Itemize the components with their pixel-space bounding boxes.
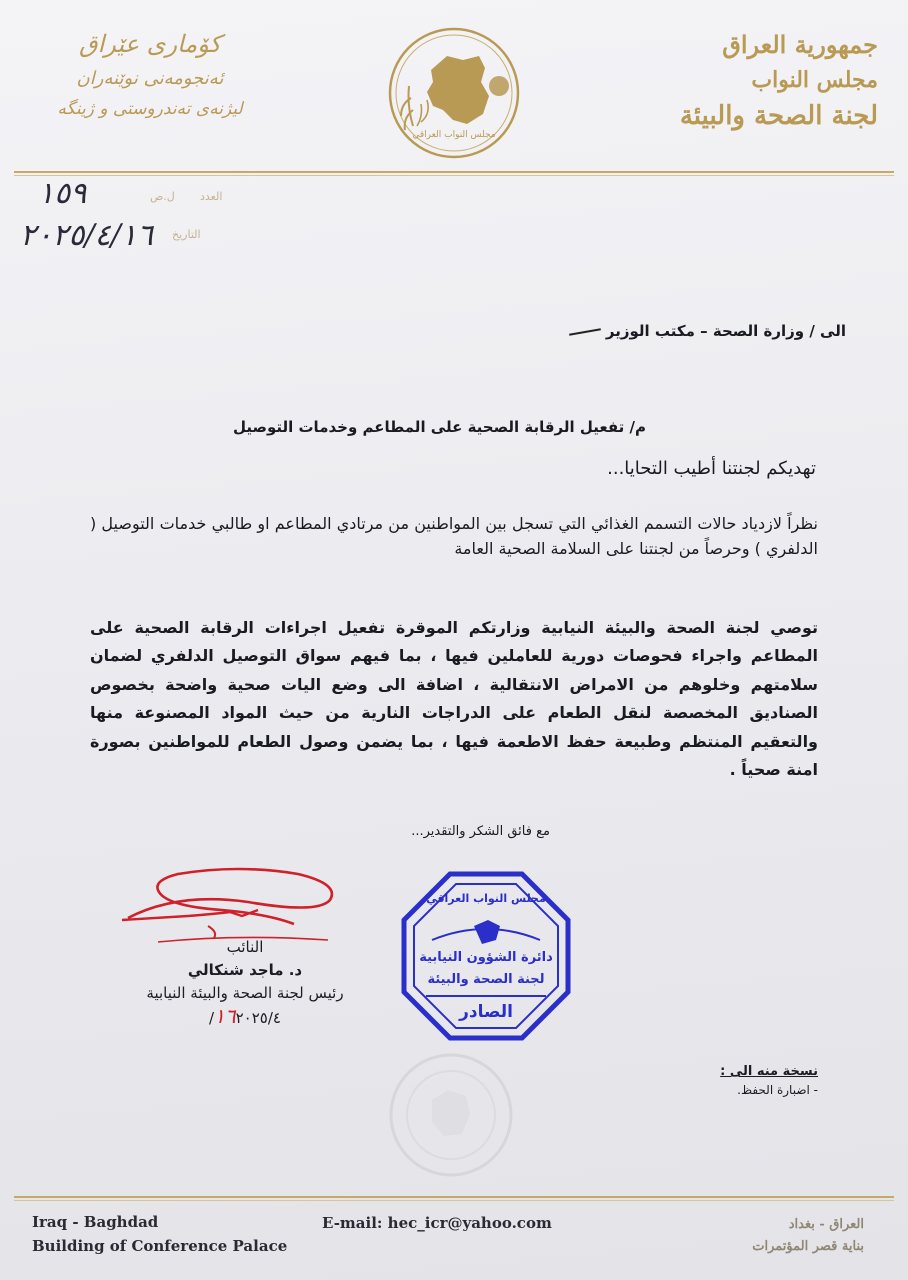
- signatory-position: رئيس لجنة الصحة والبيئة النيابية: [146, 984, 344, 1002]
- official-stamp: [398, 868, 574, 1044]
- stamp-bottom-text: الصادر: [459, 1002, 513, 1022]
- date-label: التاريخ: [172, 228, 201, 241]
- signatory-name: د. ماجد شنكالي: [187, 961, 303, 979]
- letterhead-arabic: [648, 30, 878, 131]
- letterhead-kurdish-country: كۆماری عێراق: [78, 30, 222, 58]
- footer-city: Iraq - Baghdad: [32, 1213, 159, 1231]
- signatory-date-rest: ٢٠٢٥/٤/: [209, 1009, 281, 1027]
- letterhead-parliament: مجلس النواب: [751, 67, 878, 93]
- paragraph-1: نظراً لازدياد حالات التسمم الغذائي التي تسجل بين المواطنين من مرتادي المطاعم او طالبي خدمات التوصيل ( الدلفري ) وحرصاً من لجنتنا على السلامة الصحية العامة: [90, 514, 818, 558]
- header-divider: [14, 171, 894, 173]
- footer-address-arabic: [752, 1214, 864, 1258]
- letterhead-kurdish-parliament: ئەنجومەنی نوێنەران: [76, 68, 224, 89]
- paragraph-2: توصي لجنة الصحة والبيئة النيابية وزارتكم الموقرة تفعيل اجراءات الرقابة الصحية على المطاعم واجراء فحوصات دورية للعاملين فيها ، بما فيهم سواق التوصيل الدلفري لضمان سلامتهم وخلوهم من الامراض الانتقالية ، اضافة الى وضع اليات صحية واضحة بخصوص الصناديق المخصصة لنقل الطعام على الدراجات النارية من حيث المواد المصنوعة منها والتعقيم المنتظم وطبيعة حفظ الاطعمة فيها ، بما يضمن وصول الطعام للمواطنين بصورة امنة صحياً .: [90, 618, 818, 780]
- copy-to-heading: نسخة منه الى :: [720, 1064, 818, 1079]
- signatory-date-day: ١٦: [214, 1004, 236, 1028]
- footer-building: Building of Conference Palace: [32, 1237, 288, 1255]
- recipient-line: [563, 322, 846, 340]
- embossed-seal: [386, 1050, 516, 1180]
- reference-block: [10, 176, 250, 266]
- copy-to-item: - اضبارة الحفظ.: [737, 1083, 818, 1097]
- footer-email: E-mail: hec_icr@yahoo.com: [322, 1214, 552, 1232]
- emblem-label: مجلس النواب العراقي: [412, 130, 496, 140]
- greeting: تهديكم لجنتنا أطيب التحايا...: [607, 458, 816, 479]
- closing: مع فائق الشكر والتقدير...: [411, 824, 550, 839]
- signatory-block: [110, 936, 380, 1030]
- number-label: العدد: [200, 190, 223, 203]
- recipient: الى / وزارة الصحة – مكتب الوزير: [605, 322, 846, 340]
- stamp-committee-text: لجنة الصحة والبيئة: [427, 972, 545, 987]
- copy-to: [720, 1064, 818, 1097]
- stamp-top-text: مجلس النواب العراقي: [426, 892, 546, 905]
- reference-date: ٢٠٢٥/٤/١٦: [20, 218, 154, 253]
- letterhead-kurdish-committee: لیژنەی تەندروستی و ژینگە: [57, 99, 243, 119]
- footer-divider-thin: [14, 1200, 894, 1201]
- subject: م/ تفعيل الرقابة الصحية على المطاعم وخدمات التوصيل: [232, 418, 646, 436]
- footer-divider: [14, 1196, 894, 1198]
- stamp-middle-text: دائرة الشؤون النيابية: [419, 950, 553, 965]
- footer-address-english: [32, 1210, 287, 1258]
- signatory-title: النائب: [226, 938, 264, 956]
- footer-building-arabic: بناية قصر المؤتمرات: [752, 1239, 864, 1254]
- letterhead-committee: لجنة الصحة والبيئة: [679, 101, 878, 131]
- signatory-date: [110, 1005, 380, 1030]
- number-prefix: ل.ص: [150, 190, 175, 203]
- reference-number: ١٥٩: [38, 176, 87, 211]
- parliament-emblem: [387, 26, 521, 160]
- letterhead-country: جمهورية العراق: [722, 30, 878, 59]
- footer-city-arabic: العراق - بغداد: [788, 1217, 864, 1232]
- recipient-dash: [569, 328, 601, 336]
- letterhead-kurdish: [35, 30, 265, 119]
